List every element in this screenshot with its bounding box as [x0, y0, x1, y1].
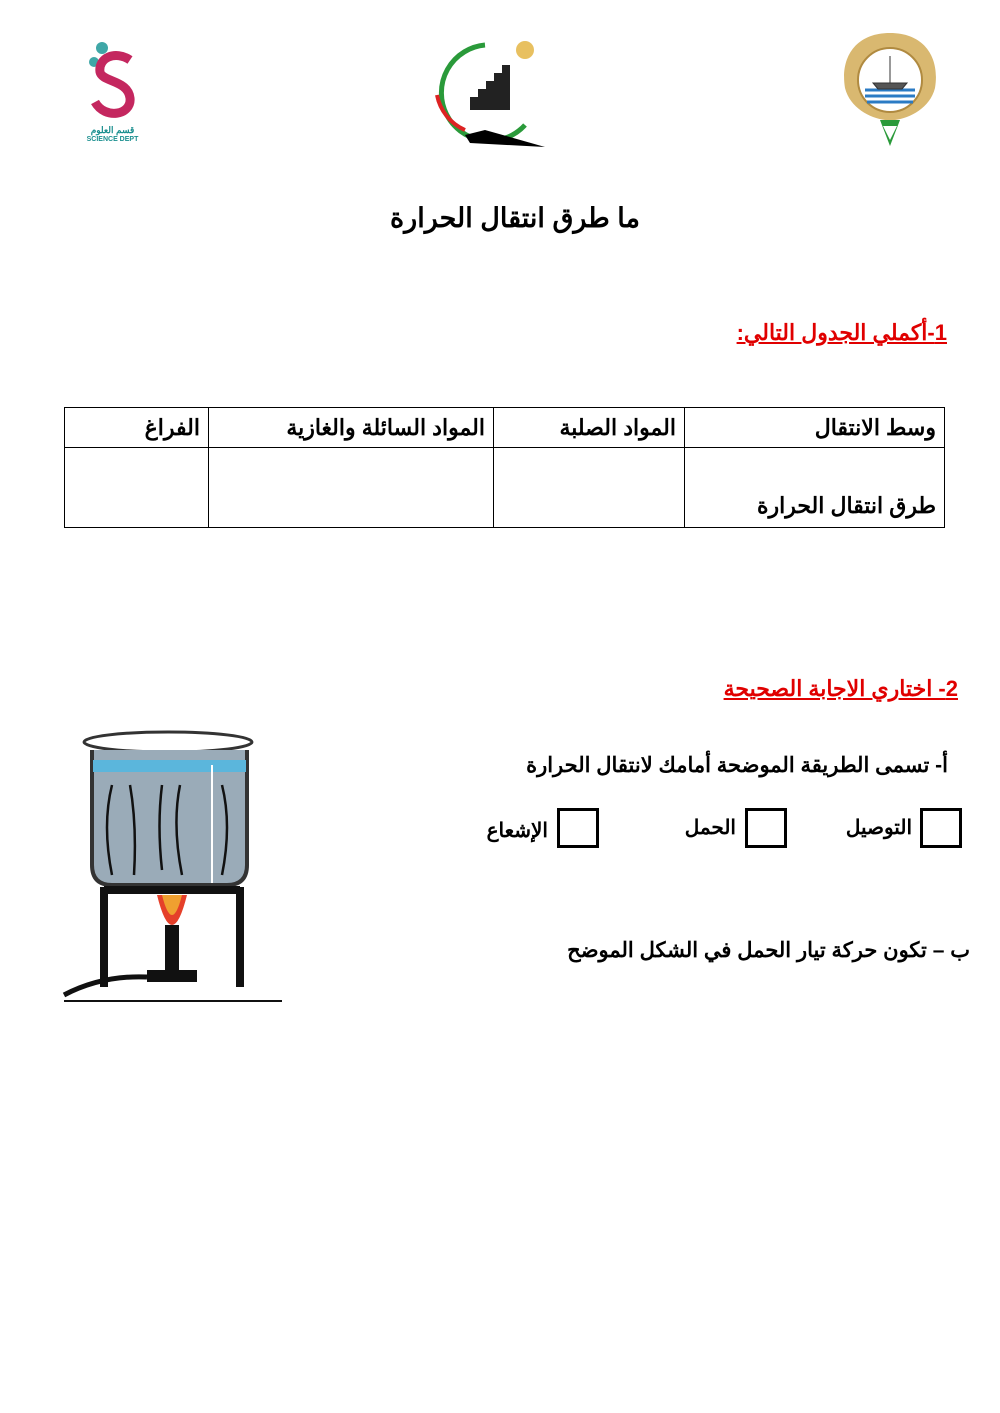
answer-cell[interactable] — [494, 448, 685, 528]
kuwait-emblem-icon — [835, 28, 945, 148]
table-row — [65, 448, 945, 528]
science-dept-logo — [80, 40, 145, 155]
option-conduction-label: التوصيل — [845, 817, 912, 839]
science-s-logo-icon — [80, 40, 145, 120]
school-logo-icon — [425, 35, 550, 150]
table-header: المواد الصلبة — [494, 408, 685, 448]
convection-beaker-illustration-icon — [62, 725, 284, 1005]
table-header: وسط الانتقال — [685, 408, 945, 448]
heat-transfer-table — [64, 407, 945, 528]
option-conduction-checkbox[interactable] — [920, 808, 962, 848]
row-label: طرق انتقال الحرارة — [685, 448, 945, 528]
table-header-row — [65, 408, 945, 448]
answer-cell[interactable] — [65, 448, 209, 528]
logo-text-en: SCIENCE DEPT — [86, 136, 139, 143]
logo-text-ar: قسم العلوم — [90, 125, 135, 135]
option-convection-label: الحمل — [684, 817, 736, 839]
question-2b-text: ب – تكون حركة تيار الحمل في الشكل الموضح — [567, 939, 970, 962]
question-2a-text: أ- تسمى الطريقة الموضحة أمامك لانتقال الحرارة — [526, 754, 948, 777]
question-1-heading: 1-أكملي الجدول التالي: — [736, 320, 947, 345]
answer-cell[interactable] — [209, 448, 494, 528]
option-radiation-label: الإشعاع — [486, 820, 548, 842]
table-header: المواد السائلة والغازية — [209, 408, 494, 448]
page-title: ما طرق انتقال الحرارة — [390, 203, 640, 233]
option-convection-checkbox[interactable] — [745, 808, 787, 848]
question-2-heading: 2- اختاري الاجابة الصحيحة — [723, 676, 958, 701]
table-header: الفراغ — [65, 408, 209, 448]
option-radiation-checkbox[interactable] — [557, 808, 599, 848]
